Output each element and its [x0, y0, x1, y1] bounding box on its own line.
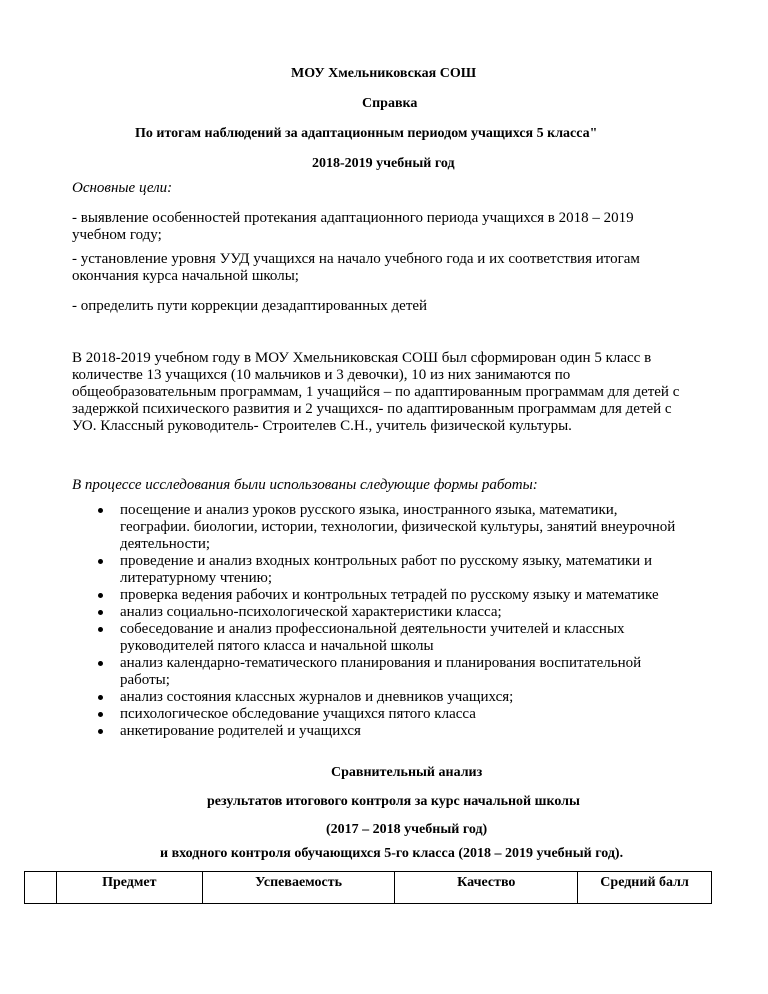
list-line: географии. биологии, истории, технологии, физической культуры, занятий внеурочной — [120, 519, 676, 535]
goal-line: - определить пути коррекции дезадаптированных детей — [72, 298, 428, 314]
results-table — [24, 871, 712, 904]
list-item — [96, 502, 736, 553]
list-line: анализ социально-психологической характеристики класса; — [120, 604, 502, 620]
list-line: психологическое обследование учащихся пятого класса — [120, 706, 476, 722]
intro-line: общеобразовательным программам, 1 учащийся – по адаптированным программам для детей с — [72, 384, 680, 400]
list-item — [96, 587, 736, 604]
table-header-cell: Успеваемость — [202, 872, 395, 904]
methods-heading: В процессе исследования были использованы следующие формы работы: — [72, 477, 538, 493]
intro-line: количестве 13 учащихся (10 мальчиков и 3 девочки), 10 из них занимаются по — [72, 367, 571, 383]
bullet-icon — [98, 593, 103, 598]
goal-item — [72, 298, 427, 315]
bullet-icon — [98, 610, 103, 615]
bullet-icon — [98, 661, 103, 666]
table-header-cell: Качество — [395, 872, 578, 904]
table-header-cell — [25, 872, 57, 904]
intro-line: В 2018-2019 учебном году в МОУ Хмельниковская СОШ был сформирован один 5 класс в — [72, 350, 652, 366]
analysis-period-2: и входного контроля обучающихся 5-го класса (2018 – 2019 учебный год). — [160, 846, 624, 861]
school-name: МОУ Хмельниковская СОШ — [291, 66, 477, 81]
goal-item — [72, 251, 640, 285]
analysis-subtitle: результатов итогового контроля за курс начальной школы — [207, 794, 580, 809]
list-item — [96, 621, 736, 655]
table-header-cell: Средний балл — [578, 872, 712, 904]
intro-paragraph — [72, 350, 679, 435]
goal-line: - установление уровня УУД учащихся на начало учебного года и их соответствия итогам — [72, 251, 640, 267]
list-line: проведение и анализ входных контрольных работ по русскому языку, математики и — [120, 553, 652, 569]
goal-line: окончания курса начальной школы; — [72, 268, 299, 284]
intro-line: задержкой психического развития и 2 учащихся- по адаптированным программам для детей с — [72, 401, 672, 417]
list-item — [96, 604, 736, 621]
document-type: Справка — [362, 96, 418, 111]
bullet-icon — [98, 559, 103, 564]
intro-line: УО. Классный руководитель- Строителев С.Н., учитель физической культуры. — [72, 418, 572, 434]
list-line: деятельности; — [120, 536, 211, 552]
bullet-icon — [98, 508, 103, 513]
list-line: руководителей пятого класса и начальной школы — [120, 638, 434, 654]
bullet-icon — [98, 627, 103, 632]
analysis-title: Сравнительный анализ — [331, 765, 483, 780]
academic-year: 2018-2019 учебный год — [312, 156, 455, 171]
methods-list — [96, 502, 736, 740]
list-item — [96, 655, 736, 689]
list-line: посещение и анализ уроков русского языка, иностранного языка, математики, — [120, 502, 618, 518]
bullet-icon — [98, 712, 103, 717]
list-item — [96, 723, 736, 740]
bullet-icon — [98, 729, 103, 734]
goal-line: - выявление особенностей протекания адаптационного периода учащихся в 2018 – 2019 — [72, 210, 634, 226]
goal-line: учебном году; — [72, 227, 162, 243]
goals-heading: Основные цели: — [72, 180, 173, 196]
analysis-period-1: (2017 – 2018 учебный год) — [326, 822, 488, 837]
list-item — [96, 553, 736, 587]
list-line: литературному чтению; — [120, 570, 273, 586]
bullet-icon — [98, 695, 103, 700]
list-item — [96, 706, 736, 723]
list-line: анализ состояния классных журналов и дневников учащихся; — [120, 689, 514, 705]
document-subject: По итогам наблюдений за адаптационным периодом учащихся 5 класса" — [135, 126, 598, 141]
list-line: работы; — [120, 672, 170, 688]
table-header-cell: Предмет — [56, 872, 202, 904]
list-line: проверка ведения рабочих и контрольных тетрадей по русскому языку и математике — [120, 587, 659, 603]
list-line: анализ календарно-тематического планирования и планирования воспитательной — [120, 655, 642, 671]
goal-item — [72, 210, 634, 244]
list-line: анкетирование родителей и учащихся — [120, 723, 361, 739]
list-line: собеседование и анализ профессиональной деятельности учителей и классных — [120, 621, 625, 637]
list-item — [96, 689, 736, 706]
table-header-row — [25, 872, 712, 904]
